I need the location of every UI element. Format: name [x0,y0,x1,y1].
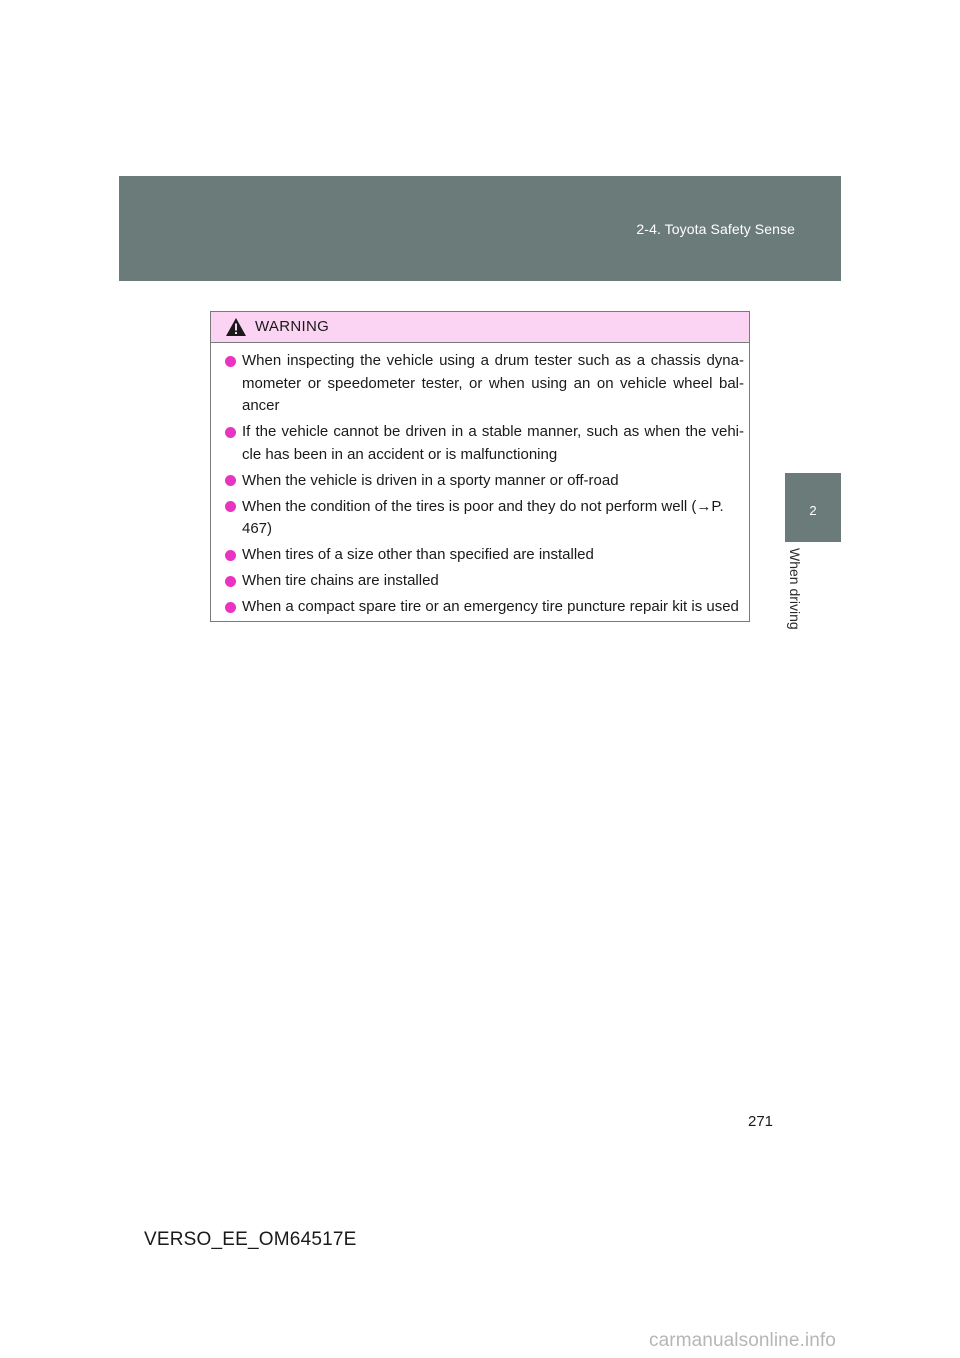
warning-item [211,596,749,619]
warning-item [211,544,749,567]
bullet-icon [225,427,236,438]
warning-header [211,312,749,343]
warning-item-text: When the vehicle is driven in a sporty manner or off-road [242,471,619,489]
chapter-label-text: When driving [787,548,803,630]
header-band [119,176,841,281]
warning-item [211,350,749,418]
warning-box [210,311,750,622]
warning-list [211,350,749,622]
warning-triangle-icon [225,317,247,337]
warning-title: WARNING [255,318,330,335]
bullet-icon [225,501,236,512]
bullet-icon [225,356,236,367]
warning-item-text: When tires of a size other than specified are installed [242,546,594,563]
section-title: 2-4. Toyota Safety Sense [636,221,795,237]
page-number: 271 [748,1113,774,1130]
warning-item-text: When a compact spare tire or an emergency tire puncture repair kit is used [242,598,739,615]
bullet-icon [225,475,236,486]
chapter-number: 2 [809,503,817,518]
chapter-tab[interactable] [785,473,841,542]
bullet-icon [225,602,236,613]
watermark[interactable]: carmanualsonline.info [649,1330,836,1351]
bullet-icon [225,550,236,561]
warning-item-text: When tire chains are installed [242,572,439,589]
chapter-label [785,548,805,648]
warning-item [211,570,749,593]
warning-item [211,470,749,493]
warning-item-text: When inspecting the vehicle using a drum tester such as a chassis dyna-mometer or speedometer tester, or when using an on vehicle wheel bal-ancer [242,352,744,414]
warning-item [211,496,749,541]
warning-item [211,421,749,466]
warning-item-text: If the vehicle cannot be driven in a stable manner, such as when the vehi-cle has been in an accident or is malfunctioning [242,423,744,463]
document-code: VERSO_EE_OM64517E [144,1229,357,1250]
warning-item-text: When the condition of the tires is poor and they do not perform well (→P. 467) [242,497,724,537]
bullet-icon [225,576,236,587]
